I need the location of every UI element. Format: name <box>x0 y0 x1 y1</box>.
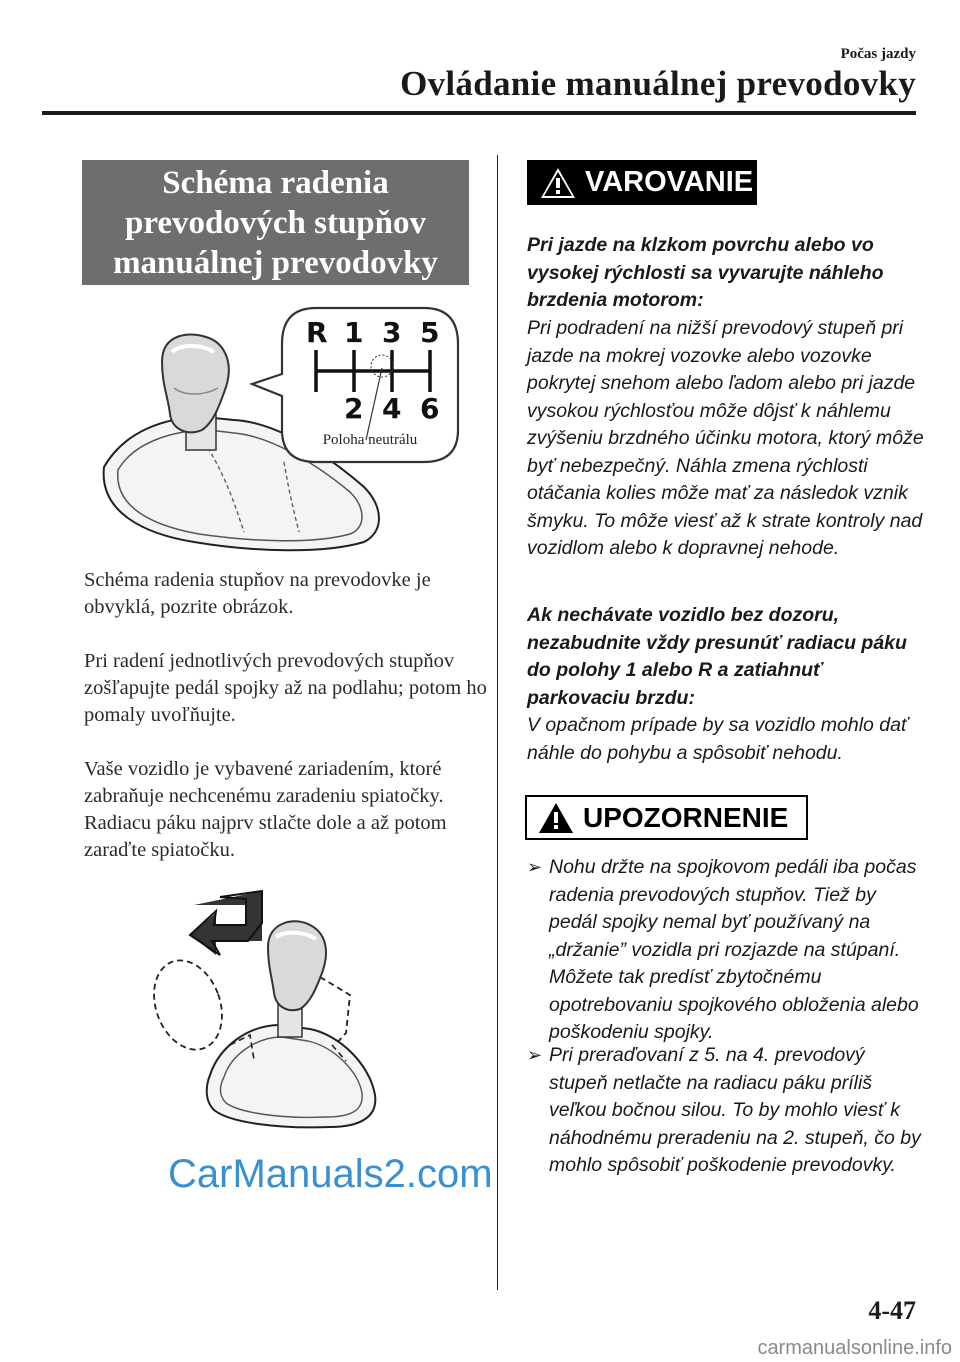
section-heading-line-3: manuálnej prevodovky <box>113 245 438 281</box>
shift-pattern-figure <box>84 292 484 554</box>
gear-label-6: 6 <box>420 392 440 425</box>
bullet-arrow-icon: ➢ <box>527 857 543 877</box>
caution-label-box <box>525 795 808 840</box>
gear-label-4: 4 <box>382 392 402 425</box>
caution-triangle-icon <box>537 801 575 835</box>
warning-2-heading: Ak nechávate vozidlo bez dozoru, nezabudnite vždy presunúť radiacu páku do polohy 1 alebo R a zatiahnuť parkovaciu brzdu: <box>527 604 907 709</box>
warning-triangle-icon <box>539 166 577 200</box>
section-heading-line-1: Schéma radenia <box>162 165 389 201</box>
page-title: Ovládanie manuálnej prevodovky <box>400 64 916 103</box>
paragraph-reverse-lockout: Vaše vozidlo je vybavené zariadením, ktoré zabraňuje nechcenému zaradeniu spiatočky. Radiacu páku najprv stlačte dole a až potom zaraďte spiatočku. <box>84 758 447 861</box>
header-section-label: Počas jazdy <box>840 46 916 62</box>
watermark-carmanualsonline[interactable]: carmanualsonline.info <box>757 1337 952 1359</box>
caution-bullet-2-text: Pri preraďovaní z 5. na 4. prevodový stupeň netlačte na radiacu páku príliš veľkou bočnou silou. To by mohlo viesť k náhodnému preradeniu na 2. stupeň, čo by mohlo spôsobiť poškodenie prevodovky. <box>549 1044 921 1176</box>
warning-2-body: V opačnom prípade by sa vozidlo mohlo dať náhle do pohybu a spôsobiť nehodu. <box>527 714 908 764</box>
gear-label-r: R <box>306 316 328 349</box>
watermark-carmanuals2[interactable]: CarManuals2.com <box>168 1152 493 1196</box>
reverse-engage-figure <box>150 885 390 1130</box>
gear-label-5: 5 <box>420 316 440 349</box>
section-heading-line-2: prevodových stupňov <box>124 205 427 241</box>
gear-label-1: 1 <box>344 316 364 349</box>
warning-label: VAROVANIE <box>585 166 754 198</box>
section-heading-box <box>82 160 469 285</box>
paragraph-clutch: Pri radení jednotlivých prevodových stupňov zošľapujte pedál spojky až na podlahu; potom ho pomaly uvoľňujte. <box>84 650 487 726</box>
caution-bullet-1 <box>527 854 927 1047</box>
header-rule <box>42 111 916 115</box>
caution-label: UPOZORNENIE <box>583 801 789 833</box>
paragraph-shift-pattern: Schéma radenia stupňov na prevodovke je obvyklá, pozrite obrázok. <box>84 569 431 618</box>
gear-label-3: 3 <box>382 316 402 349</box>
caution-bullet-2 <box>527 1042 927 1180</box>
shift-boot-2 <box>207 1025 376 1127</box>
bullet-arrow-icon: ➢ <box>527 1045 543 1065</box>
warning-1-heading: Pri jazde na klzkom povrchu alebo vo vysokej rýchlosti sa vyvarujte náhleho brzdenia motorom: <box>527 234 884 311</box>
caution-bullet-1-text: Nohu držte na spojkovom pedáli iba počas radenia prevodových stupňov. Tiež by pedál spojky nemal byť používaný na „držanie” vozidla pri rozjazde na stúpaní. Môžete tak predísť zbytočnému opotrebovaniu spojkového obloženia alebo poškodeniu spojky. <box>549 856 919 1043</box>
warning-1-body: Pri podradení na nižší prevodový stupeň pri jazde na mokrej vozovke alebo vozovke pokrytej snehom alebo ľadom alebo pri jazde vysokou rýchlosťou môže dôjsť k náhlemu zvýšeniu brzdného účinku motora, ktorý môže byť nebezpečný. Náhla zmena rýchlosti otáčania kolies môže mať za následok vznik šmyku. To môže viesť až k strate kontroly nad vozidlom alebo k dopravnej nehode. <box>527 317 924 559</box>
column-divider <box>497 155 498 1290</box>
page-number: 4-47 <box>868 1296 916 1325</box>
neutral-caption: Poloha neutrálu <box>322 432 418 448</box>
gear-label-2: 2 <box>344 392 364 425</box>
warning-label-box <box>527 160 757 205</box>
